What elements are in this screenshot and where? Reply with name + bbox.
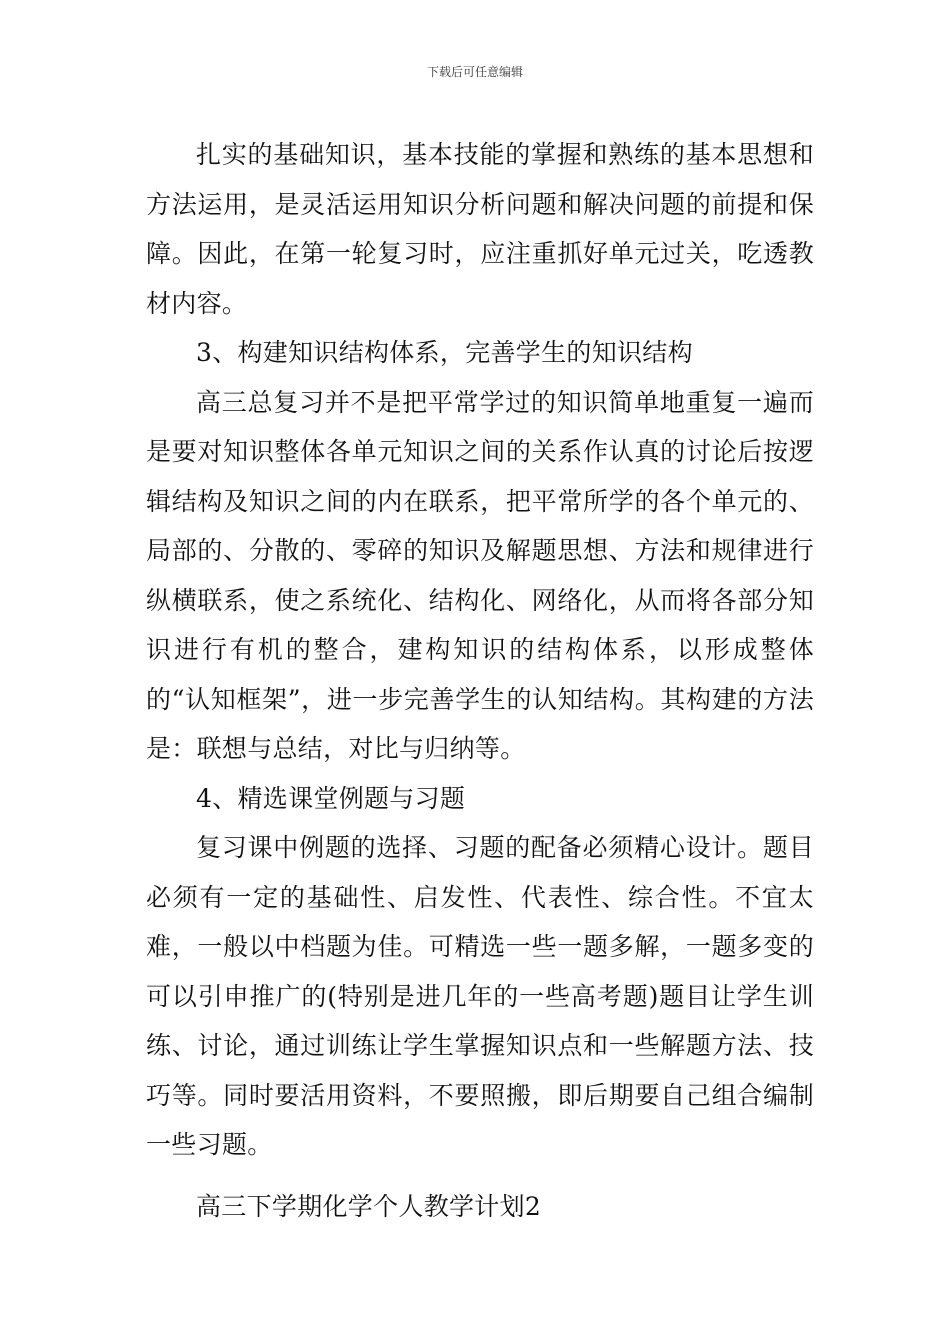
page-header-note: 下载后可任意编辑 — [426, 65, 523, 79]
paragraph-exercise-design: 复习课中例题的选择、习题的配备必须精心设计。题目必须有一定的基础性、启发性、代表性、综合性。不宜太难，一般以中档题为佳。可精选一些一题多解，一题多变的可以引申推广的(特别是进几年的一些高考题)题目让学生训练、讨论，通过训练让学生掌握知识点和一些解题方法、技巧等。同时要活用资料，不要照搬，即后期要自己组合编制一些习题。 — [146, 833, 814, 1159]
heading-select-exercises: 4、精选课堂例题与习题 — [196, 783, 466, 813]
paragraph-review-structure: 高三总复习并不是把平常学过的知识简单地重复一遍而是要对知识整体各单元知识之间的关系作认真的讨论后按逻辑结构及知识之间的内在联系，把平常所学的各个单元的、局部的、分散的、零碎的知识及解题思想、方法和规律进行纵横联系，使之系统化、结构化、网络化，从而将各部分知识进行有机的整合，建构知识的结构体系，以形成整体的“认知框架”，进一步完善学生的认知结构。其构建的方法是：联想与总结，对比与归纳等。 — [146, 387, 814, 763]
heading-knowledge-structure: 3、构建知识结构体系，完善学生的知识结构 — [196, 338, 693, 367]
section-title-plan-2: 高三下学期化学个人教学计划2 — [196, 1191, 542, 1221]
paragraph-foundation: 扎实的基础知识，基本技能的掌握和熟练的基本思想和方法运用，是灵活运用知识分析问题和解决问题的前提和保障。因此，在第一轮复习时，应注重抓好单元过关，吃透教材内容。 — [146, 140, 814, 318]
document-body — [146, 130, 814, 1231]
